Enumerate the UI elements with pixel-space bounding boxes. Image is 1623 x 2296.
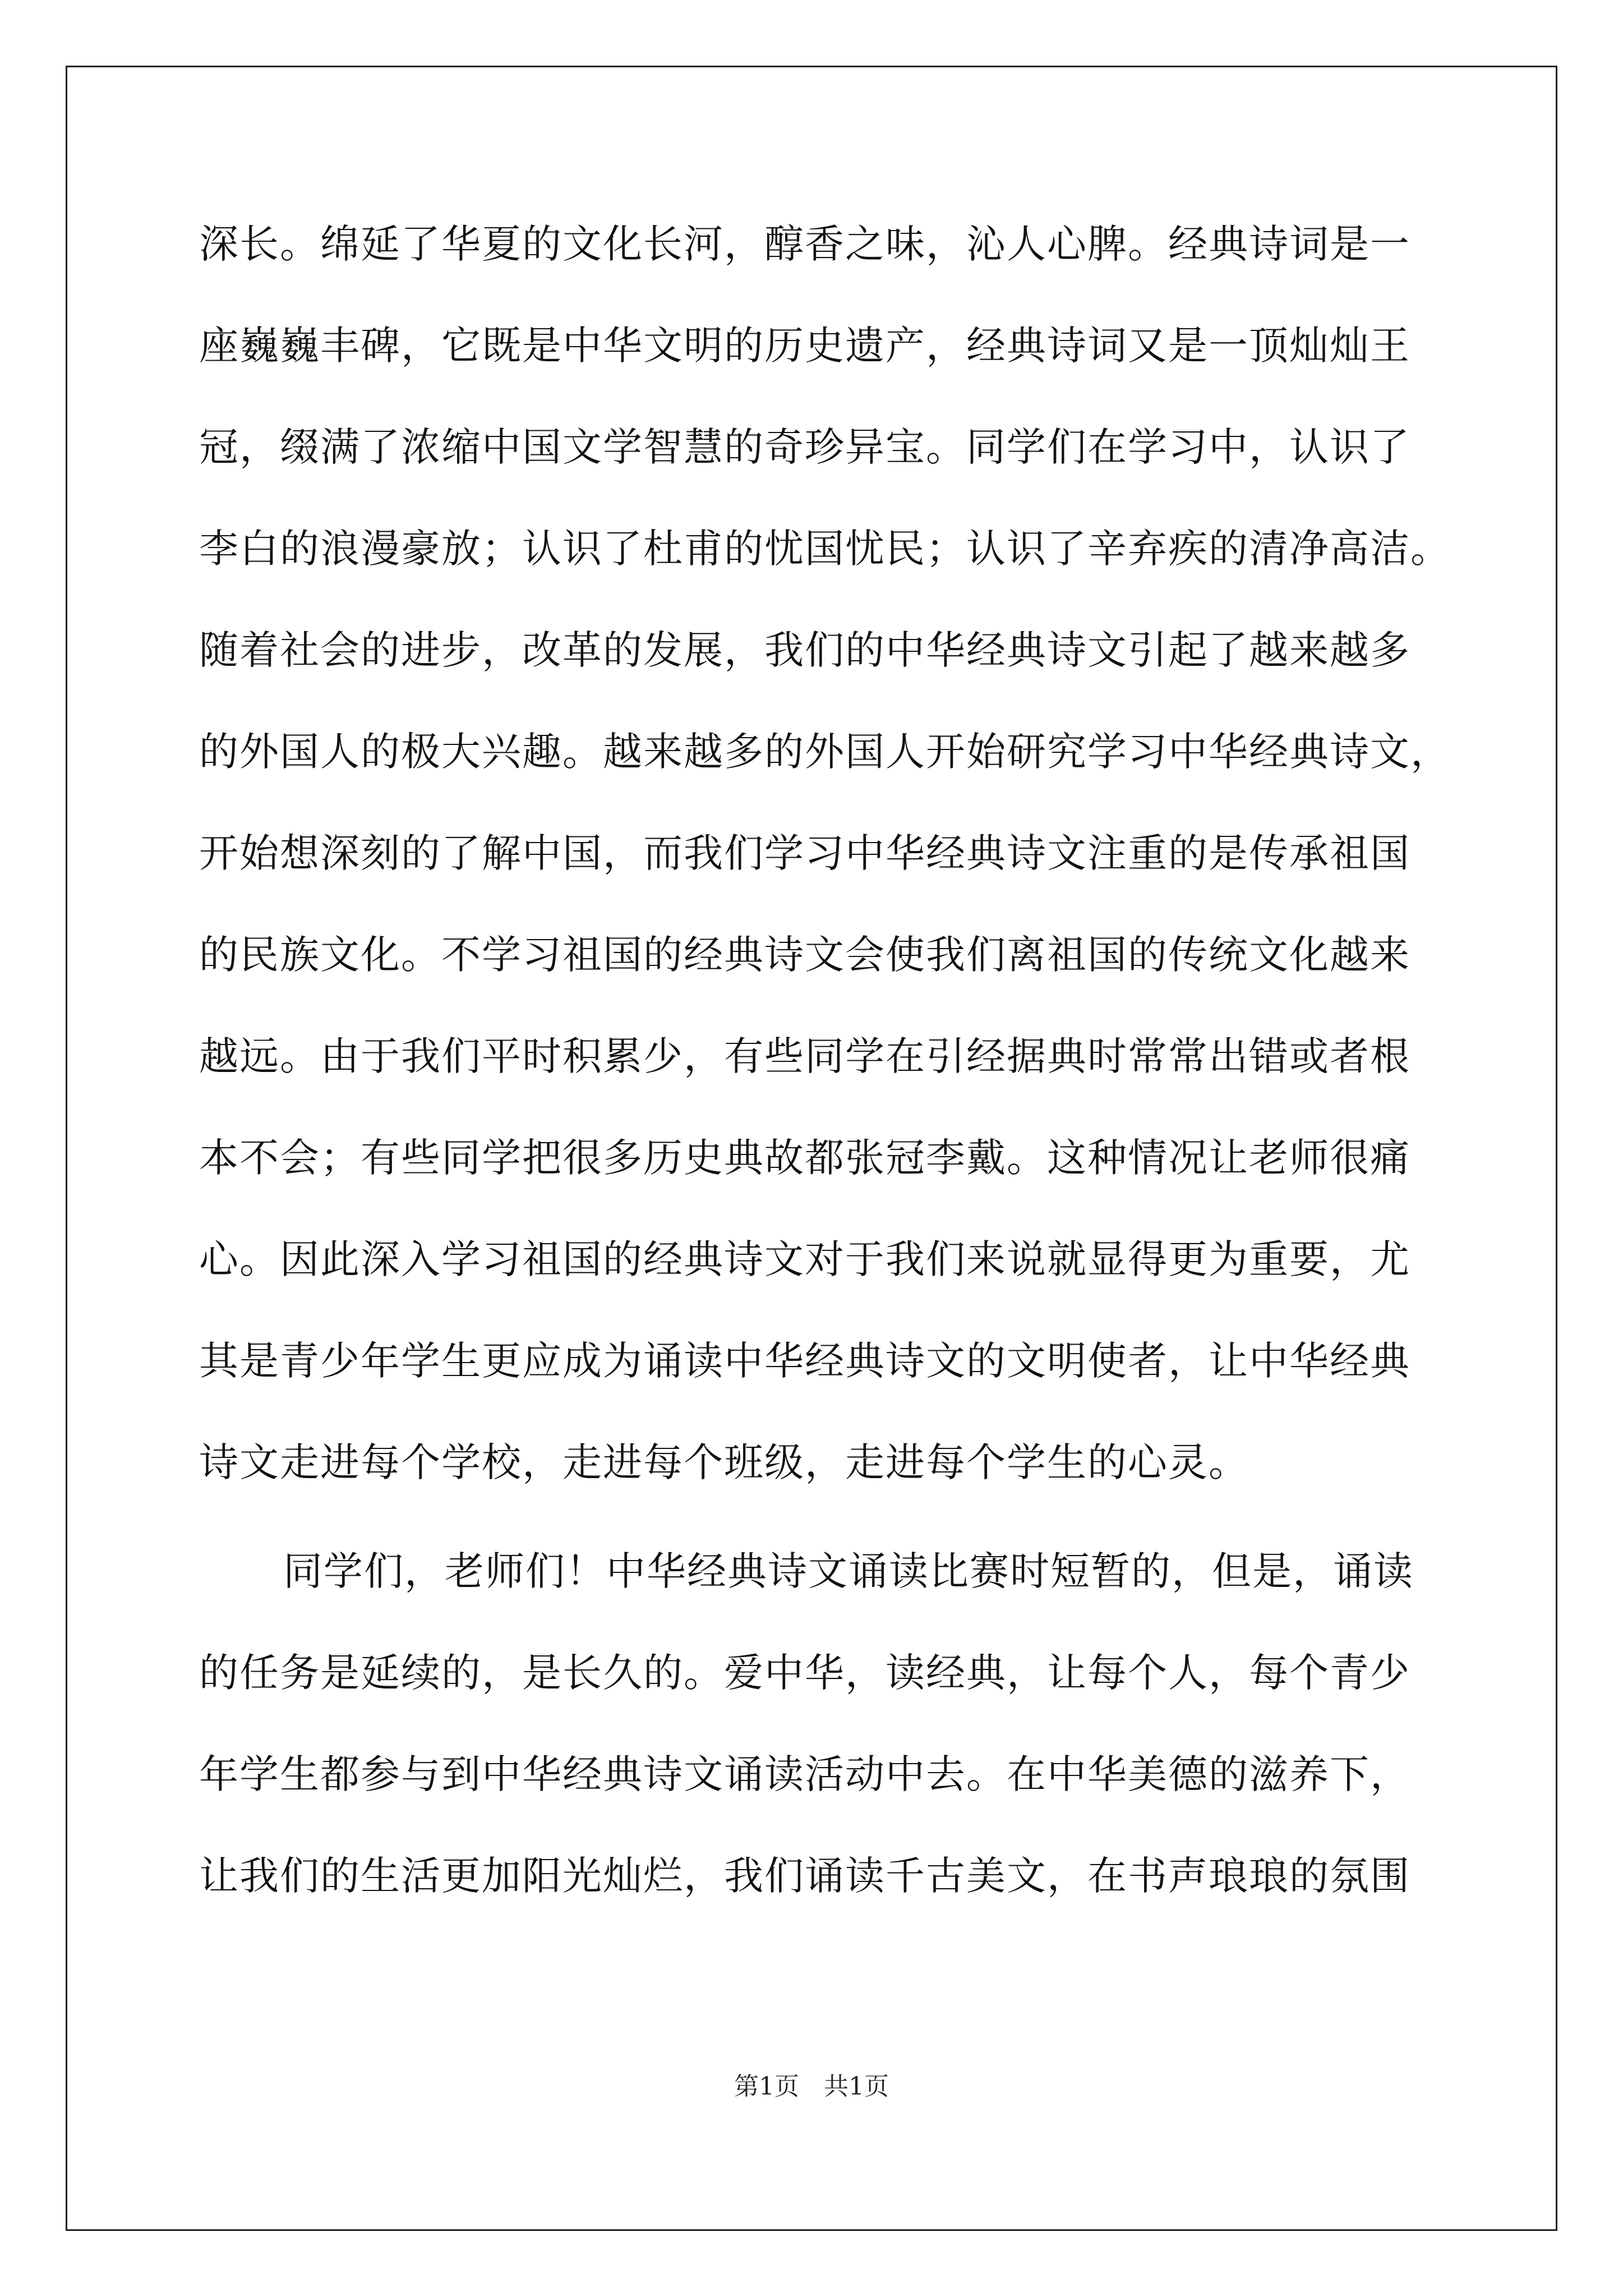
text-line: 座巍巍丰碑，它既是中华文明的历史遗产，经典诗词又是一顶灿灿王 [199, 323, 1410, 369]
text-line: 随着社会的进步，改革的发展，我们的中华经典诗文引起了越来越多 [199, 627, 1410, 673]
document-body [199, 194, 1451, 1927]
text-line: 的任务是延续的，是长久的。爱中华，读经典，让每个人，每个青少 [199, 1650, 1410, 1696]
text-line: 心。因此深入学习祖国的经典诗文对于我们来说就显得更为重要，尤 [199, 1236, 1410, 1282]
page-footer: 第1页 共1页 [734, 2072, 889, 2101]
text-line: 的外国人的极大兴趣。越来越多的外国人开始研究学习中华经典诗文， [199, 729, 1451, 775]
text-line: 冠，缀满了浓缩中国文学智慧的奇珍异宝。同学们在学习中，认识了 [199, 424, 1410, 470]
paragraph-start-line: 同学们，老师们！中华经典诗文诵读比赛时短暂的，但是，诵读 [283, 1548, 1414, 1594]
text-line: 让我们的生活更加阳光灿烂，我们诵读千古美文，在书声琅琅的氛围 [199, 1853, 1410, 1899]
text-line: 诗文走进每个学校，走进每个班级，走进每个学生的心灵。 [199, 1439, 1249, 1485]
text-line: 深长。绵延了华夏的文化长河，醇香之味，沁人心脾。经典诗词是一 [199, 221, 1410, 267]
text-line: 越远。由于我们平时积累少，有些同学在引经据典时常常出错或者根 [199, 1033, 1410, 1079]
text-line: 本不会；有些同学把很多历史典故都张冠李戴。这种情况让老师很痛 [199, 1135, 1410, 1181]
text-line: 开始想深刻的了解中国，而我们学习中华经典诗文注重的是传承祖国 [199, 830, 1410, 876]
text-line: 的民族文化。不学习祖国的经典诗文会使我们离祖国的传统文化越来 [199, 932, 1410, 978]
text-line: 李白的浪漫豪放；认识了杜甫的忧国忧民；认识了辛弃疾的清净高洁。 [199, 526, 1451, 572]
text-line: 年学生都参与到中华经典诗文诵读活动中去。在中华美德的滋养下， [199, 1751, 1410, 1797]
text-line: 其是青少年学生更应成为诵读中华经典诗文的文明使者，让中华经典 [199, 1338, 1410, 1384]
